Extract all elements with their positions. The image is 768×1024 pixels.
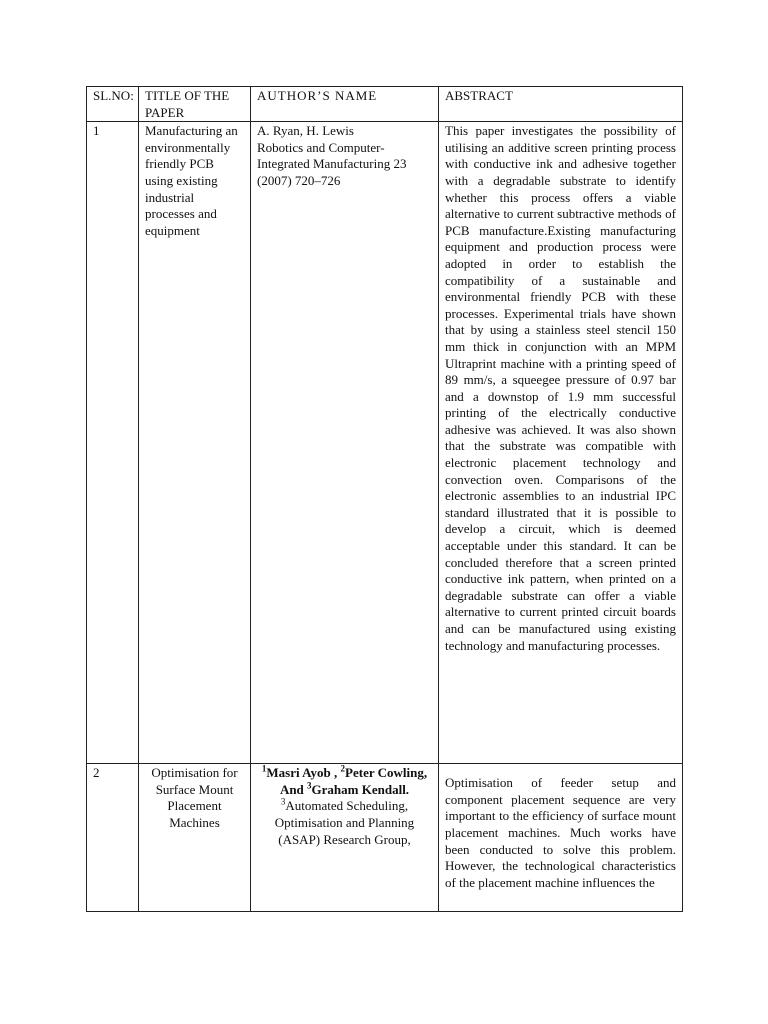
header-abstract: ABSTRACT xyxy=(439,87,683,122)
row-1-abstract: This paper investigates the possibility of utilising an additive screen printing process with conductive ink and adhesive together with a degradable substrate to identify whether this process offers a viable alternative to current subtractive methods of PCB manufacture.Existing manufacturing equipment and production process were adopted in order to establish the compatibility of a sustainable and environmental friendly PCB with these processes. Experimental trials have shown that by using a stainless steel stencil 150 mm thick in conjunction with an MPM Ultraprint machine with a printing speed of 89 mm/s, a squeegee pressure of 0.97 bar and a downstop of 1.9 mm successful printing of the electrically conductive adhesive was achieved. It was also shown that the substrate was compatible with electronic placement technology and convection oven. Comparisons of the electronic assemblies to an industrial IPC standard illustrated that it is possible to develop a circuit, which is deemed acceptable under this standard. It can be concluded therefore that a screen printed conductive ink pattern, when printed on a degradable substrate can offer a viable alternative to current printed circuit boards and can be manufactured using existing technology and manufacturing processes. xyxy=(439,122,683,764)
author-1: Masri Ayob , xyxy=(266,765,341,781)
row-1-slno: 1 xyxy=(87,122,139,764)
table-row xyxy=(87,764,683,912)
row-1-source: Robotics and Computer-Integrated Manufacturing 23 (2007) 720–726 xyxy=(257,139,407,188)
author-3: Graham Kendall. xyxy=(311,781,410,797)
author-2: Peter Cowling, And xyxy=(279,765,428,797)
header-slno: SL.NO: xyxy=(87,87,139,122)
literature-table xyxy=(86,86,683,912)
row-2-title: Optimisation for Surface Mount Placement Machines xyxy=(139,764,251,912)
author-3-sup: 3 xyxy=(307,780,312,791)
author-2-sup: 2 xyxy=(340,763,346,774)
author-1-sup: 1 xyxy=(261,763,267,774)
row-2-affiliation xyxy=(257,798,432,848)
affiliation-sup: 3 xyxy=(280,797,286,808)
affiliation-text: Automated Scheduling, Optimisation and Planning (ASAP) Research Group, xyxy=(274,798,415,847)
table-row xyxy=(87,122,683,764)
row-1-author-cell xyxy=(251,122,439,764)
header-author: AUTHOR’S NAME xyxy=(251,87,439,122)
row-2-slno: 2 xyxy=(87,764,139,912)
row-2-abstract: Optimisation of feeder setup and component placement sequence are very important to the efficiency of surface mount placement machines. Much works have been conducted to solve this problem. However, the technological characteristics of the placement machine influences the xyxy=(445,775,676,890)
row-2-authors xyxy=(257,765,432,798)
row-1-authors: A. Ryan, H. Lewis xyxy=(257,123,354,139)
header-title: TITLE OF THE PAPER xyxy=(139,87,251,122)
table-header-row xyxy=(87,87,683,122)
row-2-abstract-cell xyxy=(439,764,683,912)
row-2-author-cell xyxy=(251,764,439,912)
row-1-title: Manufacturing an environmentally friendly PCB using existing industrial processes and equipment xyxy=(139,122,251,764)
